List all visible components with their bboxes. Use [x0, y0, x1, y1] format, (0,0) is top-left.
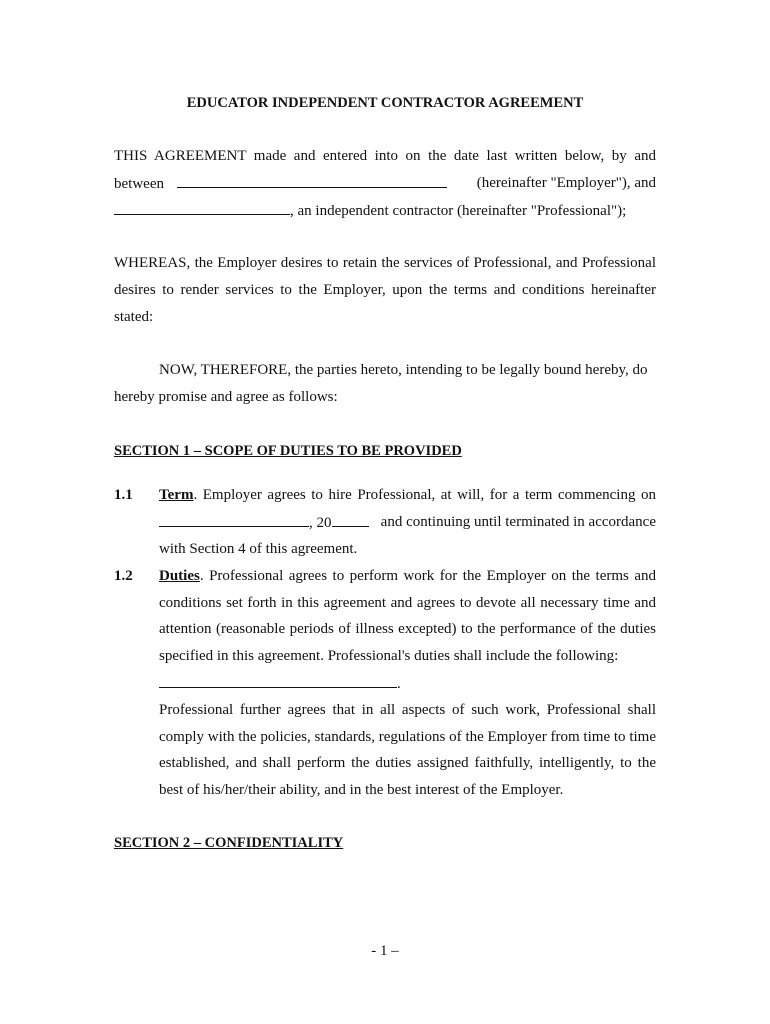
duties-text: . Professional agrees to perform work for the Employer on the terms and conditions set forth in this agreement and agrees to devote all necessary time and attention (reasonable periods of illness excepted) to the performance of the duties specified in this agreement. Professional's duties shall include the following:: [159, 568, 656, 665]
term-date-mid: , 20: [309, 515, 332, 531]
now-therefore-line-1: NOW, THEREFORE, the parties hereto, intending to be legally bound hereby, do: [159, 362, 648, 378]
item-1-1-line-3: with Section 4 of this agreement.: [159, 541, 358, 557]
duties-label: Duties: [159, 568, 200, 584]
employer-name-blank-ext: [308, 170, 438, 188]
duties-blank-period: .: [397, 676, 401, 692]
page-number: - 1 –: [371, 943, 399, 959]
section-2-heading: SECTION 2 – CONFIDENTIALITY: [114, 835, 344, 851]
item-1-2-number: 1.2: [114, 568, 133, 584]
item-1-1-line-1: [159, 482, 656, 509]
employer-name-blank: [177, 170, 308, 188]
term-year-blank: [332, 509, 369, 527]
employer-suffix: (hereinafter "Employer"), and: [476, 175, 656, 191]
term-start-date-blank: [159, 509, 309, 527]
between-word: between: [114, 176, 164, 192]
employer-name-blank-end: [438, 170, 447, 188]
document-title: EDUCATOR INDEPENDENT CONTRACTOR AGREEMENT: [186, 95, 584, 111]
intro-line-3: [114, 197, 656, 224]
professional-name-blank: [114, 197, 244, 215]
intro-line-2: [114, 170, 656, 197]
term-text: . Employer agrees to hire Professional, at will, for a term commencing on: [193, 487, 656, 503]
item-1-2-text: [159, 563, 656, 670]
now-therefore-line-2: hereby promise and agree as follows:: [114, 389, 338, 405]
item-1-1-line-2: [159, 509, 656, 536]
duties-blank-line: [159, 670, 656, 697]
professional-suffix: , an independent contractor (hereinafter "Professional");: [290, 203, 627, 219]
intro-line-1: THIS AGREEMENT made and entered into on the date last written below, by and: [114, 148, 656, 164]
duties-further-paragraph: Professional further agrees that in all aspects of such work, Professional shall comply with the policies, standards, regulations of the Employer from time to time established, and shall perform the duties assigned faithfully, intelligently, to the best of his/her/their ability, and in the best interest of the Employer.: [159, 702, 656, 799]
item-1-1-number: 1.1: [114, 487, 133, 503]
term-label: Term: [159, 487, 194, 503]
whereas-paragraph: WHEREAS, the Employer desires to retain the services of Professional, and Professional desires to render services to the Employer, upon the terms and conditions hereinafter stated:: [114, 255, 656, 325]
professional-name-blank-end: [282, 197, 290, 215]
duties-blank: [159, 670, 301, 688]
section-1-heading: SECTION 1 – SCOPE OF DUTIES TO BE PROVIDED: [114, 443, 462, 459]
term-line-2-end: and continuing until terminated in accordance: [380, 514, 656, 530]
duties-blank-ext: [301, 670, 391, 688]
professional-name-blank-ext: [244, 197, 282, 215]
